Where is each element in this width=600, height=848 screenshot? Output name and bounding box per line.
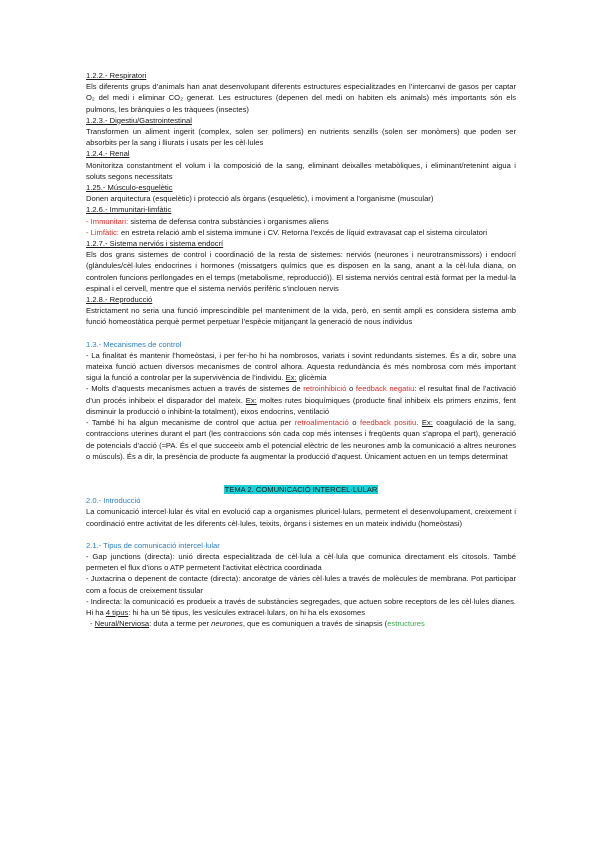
text-o: o	[346, 384, 356, 394]
text-a: - També hi ha algun mecanisme de control que actua per	[86, 418, 295, 428]
term-neural: Neural/Nerviosa	[94, 619, 150, 629]
paragraph-nervios-endocri: Els dos grans sistemes de control i coordinació de la resta de sistemes: nerviós (neurones i neurotransmissors) i endocrí (glàndules/cèl·lules endocrines i hormones (missatgers químics que es disposen en la sang, anant a la cèl·lula diana, on controlen funcions perllongades en el temps (metabolisme, reproducció)). El sistema nerviós central està format per la medul·la espinal i el cervell, mentre que el sistema nerviós perifèric s’inclouen nervis	[86, 250, 516, 293]
text-b: , que es comuniquen a través de sinapsis (	[242, 619, 388, 629]
term-retroinhibicio: retroinhibició	[303, 384, 347, 394]
text-a: - Indirecta: la comunicació es produeix a través de substàncies segregades, que actuen sobre receptors de les cèl·lules dianes. Hi ha	[86, 596, 516, 617]
text-c: coagulació de la sang, contraccions uterines durant el part (les contraccions són cada cop més intenses i freqüents quan s’apropa el part), generació de potencials d’acció (≈PA. És el que succeeix amb el potencial elèctric de les neurones amb la comunicació a altres neurones o músculs). És a dir, la presència de producte fa augmentar la producció d’aquest. Únicament actuen en un temps determinat	[86, 418, 516, 461]
example-label: Ex:	[285, 373, 297, 383]
heading-mecanismes-control: 1.3.- Mecanismes de control	[86, 339, 182, 349]
heading-musculo-esqueletic: 1.25.- Músculo-esquelètic	[86, 183, 173, 193]
text-limfatic: en estreta relació amb el sistema immune i CV. Retorna l’excés de líquid extravasat cap el sistema circulatori	[118, 227, 488, 237]
heading-nervios-endocri: 1.2.7.- Sistema nerviós i sistema endocrí	[86, 239, 224, 249]
label-limfatic: - Limfàtic:	[86, 227, 119, 237]
paragraph-juxtacrina: - Juxtacrina o depenent de contacte (directa): ancoratge de vàries cèl·lules a través de molècules de membrana. Pot participar com a focus de creixement tissular	[86, 574, 516, 595]
term-retroalimentacio: retroalimentació	[294, 418, 349, 428]
term-feedback-negatiu: feedback negatiu	[355, 384, 415, 394]
tema-highlight: TEMA 2. COMUNICACIÓ INTERCEL·LULAR	[224, 484, 378, 494]
text-dash: -	[90, 619, 95, 629]
example-label: Ex:	[421, 418, 433, 428]
paragraph-limfatic	[86, 227, 516, 238]
tema-title	[86, 484, 516, 495]
paragraph-renal: Monitoritza constantment el volum i la composició de la sang, eliminant deixalles metabòliques, i eliminant/retenint aigua i soluts segons necessitats	[86, 160, 516, 181]
heading-digestiu: 1.2.3.- Digestiu/Gastrointestinal	[86, 115, 192, 125]
text-c: moltes rutes bioquímiques (producte final inhibeix els primers enzims, fent disminuir la producció o inhibint-la totalment), eixos endocrins, ventilació	[86, 395, 516, 416]
heading-reproduccio: 1.2.8.- Reproducció	[86, 295, 153, 305]
paragraph-indirecta	[86, 596, 516, 618]
heading-renal: 1.2.4.- Renal	[86, 149, 130, 159]
text-b: : el resultat final de l’activació d’un procés inhibeix el disparador del mateix.	[86, 384, 516, 405]
paragraph-introduccio: La comunicació intercel·lular és vital en evolució cap a organismes pluricel·lulars, permetent el desenvolupament, creixement i coordinació entre activitat de les diferents cèl·lules, teixits, òrgans i sistemes en un mateix individu (homeòstasi)	[86, 507, 516, 528]
text-glicemia: glicèmia	[296, 373, 327, 383]
term-feedback-positiu: feedback positiu	[359, 418, 417, 428]
paragraph-gap-junctions: - Gap junctions (directa): unió directa especialitzada de cèl·lula a cèl·lula que comunica directament els citosols. També permeten el flux d’ions o ATP permetent l’activitat elèctrica coordinada	[86, 551, 516, 573]
text-o: o	[348, 418, 360, 428]
text-a: : duta a terme per	[149, 619, 212, 629]
paragraph-digestiu: Transformen un aliment ingerit (complex, solen ser polímers) en nutrients senzills (solen ser monòmers) que poden ser absorbits per la sang i lliurats i usats per les cèl·lules	[86, 127, 516, 148]
heading-immunitari-limfatic: 1.2.6.- Immunitari-limfàtic	[86, 205, 172, 215]
text-b: : hi ha un 5è tipus, les vesícules extracel·lulars, on hi ha els exosomes	[128, 607, 366, 617]
example-label: Ex:	[245, 395, 257, 405]
heading-tipus-comunicacio: 2.1.- Tipus de comunicació intercel·lular	[86, 540, 220, 550]
term-estructures: estructures	[387, 619, 425, 629]
term-neurones: neurones	[211, 619, 243, 629]
paragraph-retroalimentacio	[86, 417, 516, 462]
paragraph-retroinhibicio	[86, 383, 516, 417]
term-4-tipus: 4 tipus	[105, 607, 129, 617]
text-a: - Molts d’aquests mecanismes actuen a través de sistemes de	[86, 384, 304, 394]
paragraph-immunitari	[86, 216, 516, 227]
paragraph-reproduccio: Estrictament no seria una funció imprescindible pel manteniment de la vida, però, en sentit ampli es considera sistema amb funció homeostàtica perquè permet perpetuar l’espècie mitjançant la generació de nous individus	[86, 306, 516, 327]
heading-respiratori: 1.2.2.- Respiratori	[86, 71, 147, 80]
document-page	[86, 70, 516, 629]
text-b: .	[416, 418, 422, 428]
paragraph-finalitat	[86, 350, 516, 384]
heading-introduccio: 2.0.- Introducció	[86, 496, 141, 506]
label-immunitari: - Immunitari:	[86, 216, 129, 226]
text-finalitat: - La finalitat és mantenir l’homeòstasi, i per fer-ho hi ha nombrosos, variats i sovint redundants sistemes. És a dir, sobre una mateixa funció actuen diversos mecanismes de control alhora. Aquesta redundància és més nombrosa com més important sigui la funció a controlar per la supervivència de l’individu.	[86, 350, 516, 383]
paragraph-respiratori: Els diferents grups d’animals han anat desenvolupant diferents estructures especialitzades en l’intercanvi de gasos per captar O₂ del medi i eliminar CO₂ generat. Les estructures (depenen del medi on habiten els animals) més importants són els pulmons, les brànquies o les tràquees (insectes)	[86, 82, 516, 114]
paragraph-neural	[86, 618, 516, 629]
paragraph-musculo-esqueletic: Donen arquitectura (esquelètic) i protecció als òrgans (esquelètic), i moviment a l’organisme (muscular)	[86, 194, 434, 204]
text-immunitari: sistema de defensa contra substàncies i organismes aliens	[128, 216, 329, 226]
